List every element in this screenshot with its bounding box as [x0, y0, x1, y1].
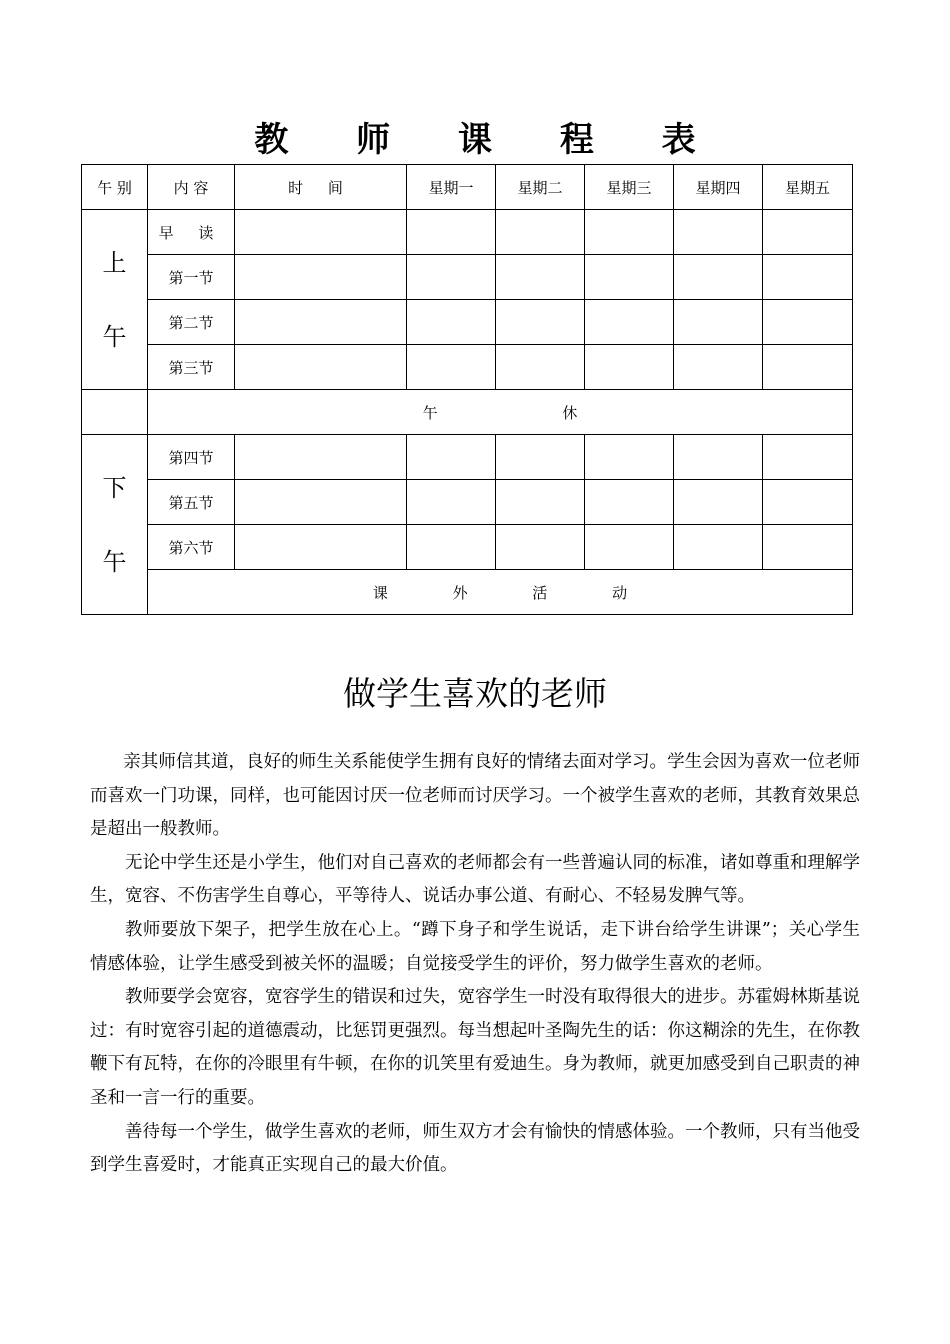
- essay-body: [90, 746, 860, 1183]
- table-cell: [585, 345, 674, 390]
- table-cell: [407, 255, 496, 300]
- table-cell: [496, 210, 585, 255]
- table-cell: [674, 525, 763, 570]
- header-cell: 星期四: [674, 165, 763, 210]
- table-cell: [674, 435, 763, 480]
- table-cell: [235, 525, 407, 570]
- activity-row: [82, 570, 853, 615]
- table-cell: [496, 525, 585, 570]
- schedule-table: [81, 164, 853, 615]
- essay-paragraph: 善待每一个学生，做学生喜欢的老师，师生双方才会有愉快的情感体验。一个教师，只有当他受到学生喜爱时，才能真正实现自己的最大价值。: [90, 1121, 860, 1176]
- table-cell: [585, 255, 674, 300]
- table-cell: [763, 525, 853, 570]
- table-cell: [407, 480, 496, 525]
- table-cell: [235, 210, 407, 255]
- table-cell: [585, 435, 674, 480]
- table-cell: [763, 435, 853, 480]
- table-cell: [407, 345, 496, 390]
- row-label: 第五节: [148, 480, 235, 525]
- afternoon-label-top: 下: [102, 473, 127, 502]
- table-cell: [674, 300, 763, 345]
- essay-paragraph: 教师要放下架子，把学生放在心上。“蹲下身子和学生说话，走下讲台给学生讲课”；关心学生情感体验，让学生感受到被关怀的温暖；自觉接受学生的评价，努力做学生喜欢的老师。: [90, 919, 860, 974]
- table-cell: [674, 480, 763, 525]
- table-cell: [496, 255, 585, 300]
- table-row: [82, 255, 853, 300]
- morning-label: [82, 210, 148, 390]
- essay-paragraph: 亲其师信其道，良好的师生关系能使学生拥有良好的情绪去面对学习。学生会因为喜欢一位老师而喜欢一门功课，同样，也可能因讨厌一位老师而讨厌学习。一个被学生喜欢的老师，其教育效果总是超出一般教师。: [90, 752, 860, 840]
- table-cell: [235, 345, 407, 390]
- afternoon-label: [82, 435, 148, 615]
- header-cell: 午 别: [82, 165, 148, 210]
- table-cell: [496, 435, 585, 480]
- noon-row: [82, 390, 853, 435]
- table-cell: [407, 435, 496, 480]
- header-cell: 时 间: [235, 165, 407, 210]
- essay-title: 做学生喜欢的老师: [343, 674, 607, 713]
- table-cell: [585, 525, 674, 570]
- header-cell: 星期三: [585, 165, 674, 210]
- table-cell: [496, 480, 585, 525]
- table-row: [82, 300, 853, 345]
- header-cell: 星期二: [496, 165, 585, 210]
- row-label: 第六节: [148, 525, 235, 570]
- table-cell: [235, 435, 407, 480]
- essay-paragraph: 无论中学生还是小学生，他们对自己喜欢的老师都会有一些普遍认同的标准，诸如尊重和理解学生，宽容、不伤害学生自尊心，平等待人、说话办事公道、有耐心、不轻易发脾气等。: [90, 852, 860, 907]
- schedule-title: 教 师 课 程 表: [254, 120, 724, 160]
- table-cell: [235, 480, 407, 525]
- header-row: [82, 165, 853, 210]
- header-cell: 星期一: [407, 165, 496, 210]
- row-label: 第四节: [148, 435, 235, 480]
- table-cell: [674, 345, 763, 390]
- header-cell: 内 容: [148, 165, 235, 210]
- table-cell: [407, 300, 496, 345]
- morning-label-bottom: 午: [102, 322, 127, 351]
- table-cell: [763, 210, 853, 255]
- table-cell: [496, 345, 585, 390]
- row-label: 第二节: [148, 300, 235, 345]
- row-label: 第一节: [148, 255, 235, 300]
- table-row: [82, 525, 853, 570]
- table-cell: [585, 210, 674, 255]
- table-cell: [674, 210, 763, 255]
- table-row: [82, 345, 853, 390]
- table-row: [82, 435, 853, 480]
- table-row: [82, 480, 853, 525]
- header-cell: 星期五: [763, 165, 853, 210]
- table-row: [82, 210, 853, 255]
- table-cell: [82, 390, 148, 435]
- table-cell: [496, 300, 585, 345]
- activity-label: 课 外 活 动: [148, 570, 853, 615]
- row-label: 早 读: [148, 210, 235, 255]
- table-cell: [407, 525, 496, 570]
- noon-break-label: 午 休: [148, 390, 853, 435]
- table-cell: [763, 345, 853, 390]
- table-cell: [235, 255, 407, 300]
- row-label: 第三节: [148, 345, 235, 390]
- table-cell: [407, 210, 496, 255]
- table-cell: [235, 300, 407, 345]
- afternoon-label-bottom: 午: [102, 547, 127, 576]
- table-cell: [763, 255, 853, 300]
- table-cell: [763, 300, 853, 345]
- table-cell: [674, 255, 763, 300]
- morning-label-top: 上: [102, 248, 127, 277]
- essay-paragraph: 教师要学会宽容，宽容学生的错误和过失，宽容学生一时没有取得很大的进步。苏霍姆林斯基说过：有时宽容引起的道德震动，比惩罚更强烈。每当想起叶圣陶先生的话：你这糊涂的先生，在你教鞭下有瓦特，在你的冷眼里有牛顿，在你的讥笑里有爱迪生。身为教师，就更加感受到自己职责的神圣和一言一行的重要。: [90, 987, 860, 1108]
- table-cell: [763, 480, 853, 525]
- table-cell: [585, 480, 674, 525]
- table-cell: [585, 300, 674, 345]
